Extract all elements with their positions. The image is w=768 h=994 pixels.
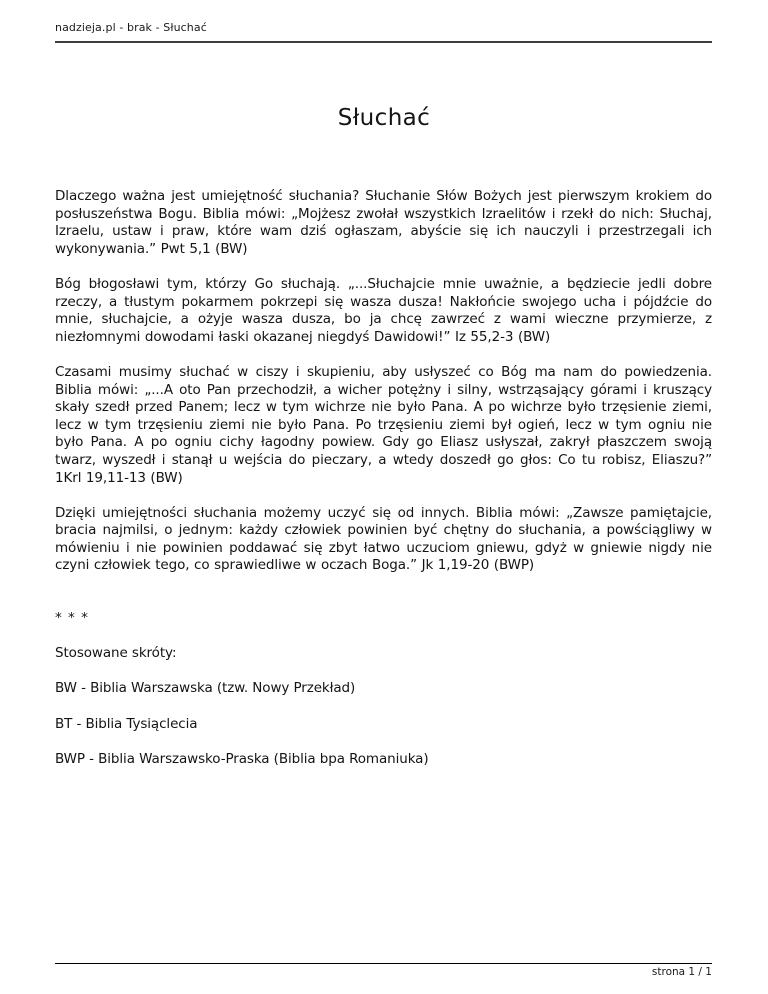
document-body [55, 188, 712, 786]
page-header [55, 0, 712, 43]
abbreviations-heading: Stosowane skróty: [55, 645, 177, 662]
abbreviation-item-bw: BW - Biblia Warszawska (tzw. Nowy Przekład) [55, 680, 356, 697]
paragraph-3: Czasami musimy słuchać w ciszy i skupieniu, aby usłyszeć co Bóg ma nam do powiedzenia. Biblia mówi: „...A oto Pan przechodził, a wicher potężny i silny, wstrząsający górami i kruszący skały szedł przed Panem; lecz w tym wichrze nie było Pana. A po wichrze było trzęsienie ziemi, lecz w tym trzęsieniu ziemi nie było Pana. Po trzęsieniu ziemi był ogień, lecz w tym ogniu nie było Pana. A po ogniu cichy łagodny powiew. Gdy go Eliasz usłyszał, zakrył płaszczem swoją twarz, wyszedł i stanął u wejścia do pieczary, a wtedy doszedł go głos: Co tu robisz, Eliaszu?” 1Krl 19,11-13 (BW) [55, 363, 712, 486]
page-title: Słuchać [337, 105, 431, 131]
page-footer [55, 963, 712, 978]
paragraph-2: Bóg błogosławi tym, którzy Go słuchają. „...Słuchajcie mnie uważnie, a będziecie jedli dobre rzeczy, a tłustym pokarmem pokrzepi się wasza dusza! Nakłońcie swojego ucha i pójdźcie do mnie, słuchajcie, a ożyje wasza dusza, bo ja chcę zawrzeć z wami wieczne przymierze, z niezłomnymi dowodami łaski okazanej niegdyś Dawidowi!” Iz 55,2-3 (BW) [55, 275, 712, 345]
page-number: strona 1 / 1 [651, 966, 712, 978]
paragraph-1: Dlaczego ważna jest umiejętność słuchania? Słuchanie Słów Bożych jest pierwszym krokiem do posłuszeństwa Bogu. Biblia mówi: „Mojżesz zwołał wszystkich Izraelitów i rzekł do nich: Słuchaj, Izraelu, ustaw i praw, które wam dziś ogłaszam, abyście się ich nauczyli i przestrzegali ich wykonywania.” Pwt 5,1 (BW) [55, 188, 712, 257]
paragraph-4: Dzięki umiejętności słuchania możemy uczyć się od innych. Biblia mówi: „Zawsze pamiętajcie, bracia najmilsi, o jednym: każdy człowiek powinien być chętny do słuchania, a powściągliwy w mówieniu i nie powinien poddawać się zbyt łatwo uczuciom gniewu, gdyż w gniewie nigdy nie czyni człowiek tego, co sprawiedliwe w oczach Boga.” Jk 1,19-20 (BWP) [55, 504, 712, 574]
header-text: nadzieja.pl - brak - Słuchać [55, 21, 207, 34]
abbreviation-item-bwp: BWP - Biblia Warszawsko-Praska (Biblia bpa Romaniuka) [55, 750, 429, 767]
abbreviation-item-bt: BT - Biblia Tysiąclecia [55, 715, 198, 732]
section-separator: * * * [55, 610, 89, 627]
